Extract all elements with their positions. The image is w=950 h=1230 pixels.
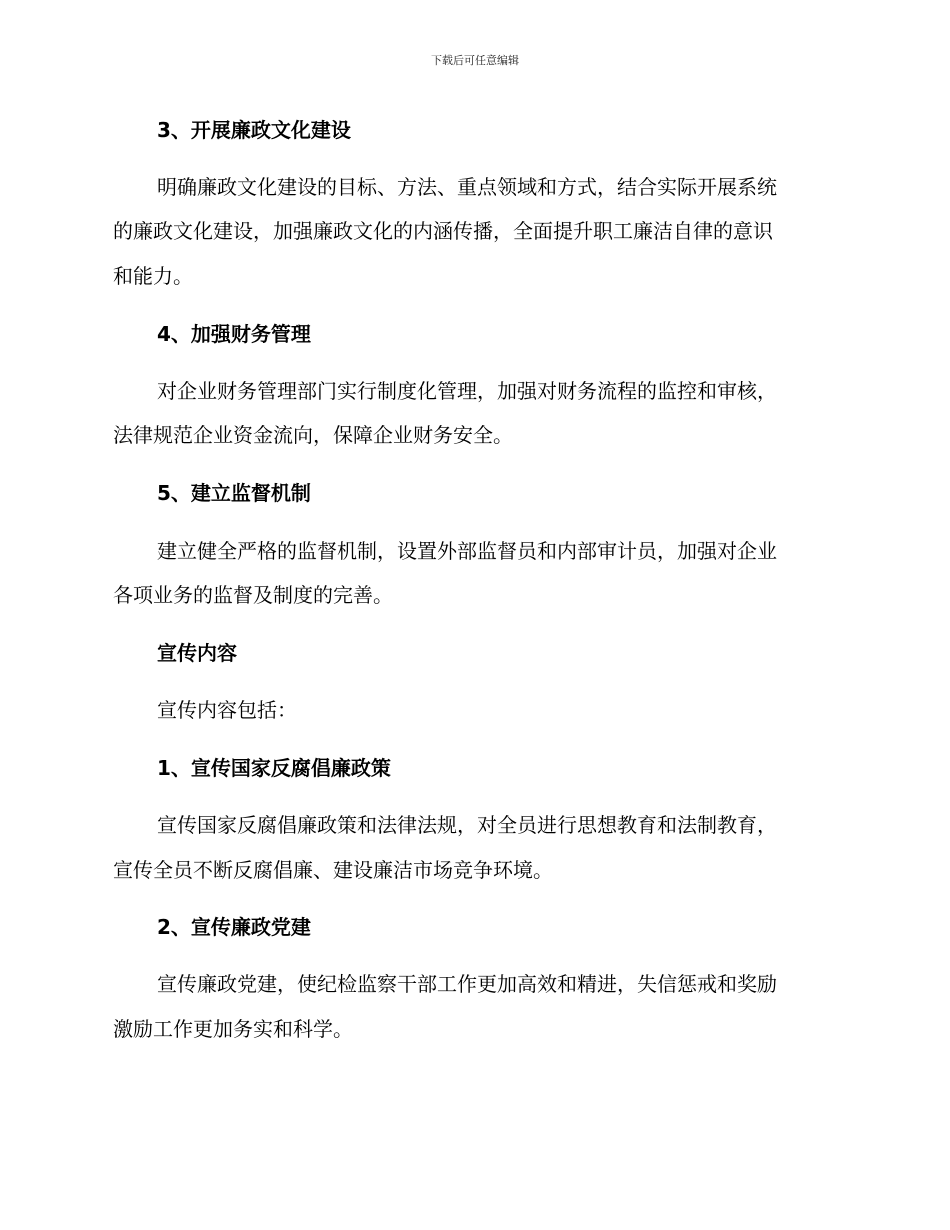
paragraph-line: 建立健全严格的监督机制，设置外部监督员和内部审计员，加强对企业 — [157, 539, 777, 563]
paragraph-line: 宣传全员不断反腐倡廉、建设廉洁市场竞争环境。 — [113, 858, 553, 882]
paragraph-line: 宣传廉政党建，使纪检监察干部工作更加高效和精进，失信惩戒和奖励 — [157, 972, 777, 996]
section-heading-5: 5、建立监督机制 — [157, 481, 311, 505]
paragraph-line: 明确廉政文化建设的目标、方法、重点领域和方式，结合实际开展系统 — [157, 175, 777, 199]
section-heading-publicity: 宣传内容 — [157, 641, 237, 665]
paragraph-line: 对企业财务管理部门实行制度化管理，加强对财务流程的监控和审核， — [157, 379, 777, 403]
section-heading-3: 3、开展廉政文化建设 — [157, 118, 351, 142]
paragraph-line: 激励工作更加务实和科学。 — [113, 1017, 353, 1041]
paragraph-line: 宣传内容包括： — [157, 698, 297, 722]
section-heading-publicity-2: 2、宣传廉政党建 — [157, 915, 311, 939]
paragraph-line: 宣传国家反腐倡廉政策和法律法规，对全员进行思想教育和法制教育， — [157, 813, 777, 837]
page-header-note: 下载后可任意编辑 — [431, 54, 519, 67]
section-heading-publicity-1: 1、宣传国家反腐倡廉政策 — [157, 756, 391, 780]
section-heading-4: 4、加强财务管理 — [157, 322, 311, 346]
paragraph-line: 各项业务的监督及制度的完善。 — [113, 583, 393, 607]
paragraph-line: 的廉政文化建设，加强廉政文化的内涵传播，全面提升职工廉洁自律的意识 — [113, 219, 773, 243]
paragraph-line: 和能力。 — [113, 264, 193, 288]
paragraph-line: 法律规范企业资金流向，保障企业财务安全。 — [113, 423, 513, 447]
